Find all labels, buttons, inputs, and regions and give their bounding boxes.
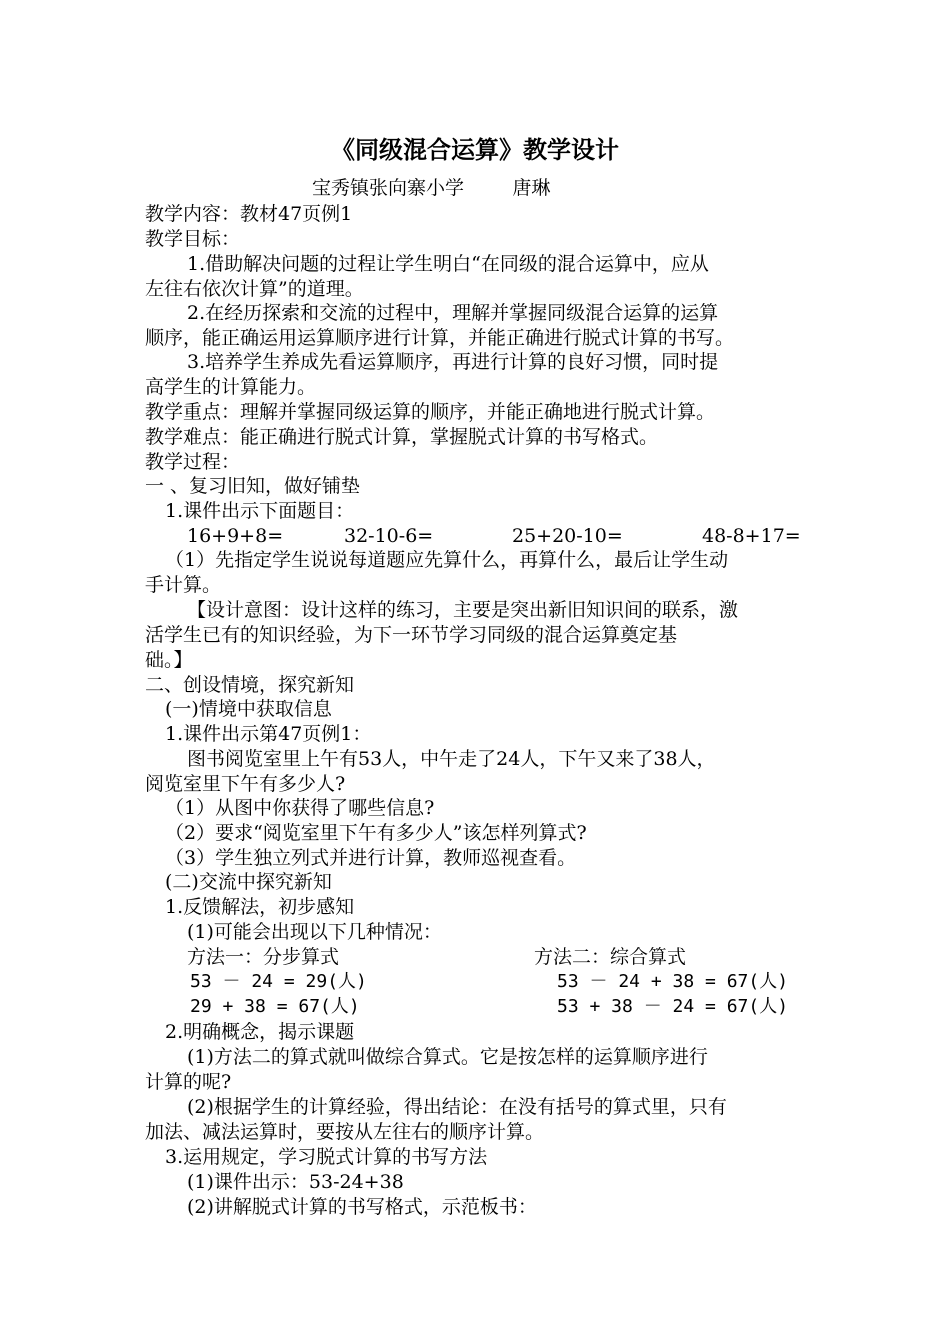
author-line: 宝秀镇张向寨小学 唐琳 <box>312 177 551 199</box>
concept-line-2: 计算的呢? <box>145 1071 232 1093</box>
exercise-2: 32-10-6= <box>344 525 434 547</box>
courseware-show: (1)课件出示：53-24+38 <box>187 1171 404 1193</box>
section-2-sub-2: (二)交流中探究新知 <box>165 871 332 893</box>
section-2-item-3: 2.明确概念，揭示课题 <box>165 1021 355 1043</box>
section-1-heading: 一 、复习旧知，做好铺垫 <box>145 475 361 497</box>
exercise-4: 48-8+17= <box>702 525 801 547</box>
objective-2-line-2: 顺序，能正确运用运算顺序进行计算，并能正确进行脱式计算的书写。 <box>145 327 735 349</box>
difficulty: 教学难点：能正确进行脱式计算，掌握脱式计算的书写格式。 <box>145 426 659 448</box>
design-intent-line-3: 础。】 <box>145 649 193 671</box>
review-note-line-2: 手计算。 <box>145 574 222 596</box>
key-point: 教学重点：理解并掌握同级运算的顺序，并能正确地进行脱式计算。 <box>145 401 716 423</box>
question-3: （3）学生独立列式并进行计算，教师巡视查看。 <box>165 847 577 869</box>
concept-line-4: 加法、减法运算时，要按从左往右的顺序计算。 <box>145 1121 545 1143</box>
concept-line-3: (2)根据学生的计算经验，得出结论：在没有括号的算式里，只有 <box>187 1096 727 1118</box>
section-2-sub-1: (一)情境中获取信息 <box>165 698 332 720</box>
method-2-formula-1: 53 － 24 + 38 = 67(人) <box>557 971 789 992</box>
objective-3-line-1: 3.培养学生养成先看运算顺序，再进行计算的良好习惯，同时提 <box>187 351 719 373</box>
explain-format: (2)讲解脱式计算的书写格式，示范板书： <box>187 1196 537 1218</box>
method-1-step-2: 29 + 38 = 67(人) <box>190 996 360 1017</box>
method-1-label: 方法一：分步算式 <box>187 946 340 968</box>
review-exercises <box>187 524 847 548</box>
process-label: 教学过程： <box>145 451 241 473</box>
situations-intro: (1)可能会出现以下几种情况： <box>187 921 442 943</box>
method-2-label: 方法二：综合算式 <box>534 946 687 968</box>
exercise-1: 16+9+8= <box>187 525 284 547</box>
objective-2-line-1: 2.在经历探索和交流的过程中，理解并掌握同级混合运算的运算 <box>187 302 719 324</box>
section-2-item-2: 1.反馈解法，初步感知 <box>165 896 355 918</box>
exercise-3: 25+20-10= <box>512 525 623 547</box>
method-2-formula-2: 53 + 38 － 24 = 67(人) <box>557 996 789 1017</box>
document-title: 《同级混合运算》教学设计 <box>331 136 619 164</box>
question-1: （1）从图中你获得了哪些信息? <box>165 797 435 819</box>
review-note-line-1: （1）先指定学生说说每道题应先算什么，再算什么，最后让学生动 <box>165 549 729 571</box>
section-2-item-4: 3.运用规定，学习脱式计算的书写方法 <box>165 1146 488 1168</box>
problem-line-1: 图书阅览室里上午有53人，中午走了24人，下午又来了38人， <box>187 748 716 770</box>
question-2: （2）要求“阅览室里下午有多少人”该怎样列算式? <box>165 822 587 844</box>
section-2-item-1: 1.课件出示第47页例1： <box>165 723 372 745</box>
method-1-step-1: 53 － 24 = 29(人) <box>190 971 367 992</box>
concept-line-1: (1)方法二的算式就叫做综合算式。它是按怎样的运算顺序进行 <box>187 1046 708 1068</box>
problem-line-2: 阅览室里下午有多少人? <box>145 773 346 795</box>
objective-3-line-2: 高学生的计算能力。 <box>145 376 317 398</box>
section-1-item-1: 1.课件出示下面题目： <box>165 500 355 522</box>
design-intent-line-2: 活学生已有的知识经验，为下一环节学习同级的混合运算奠定基 <box>145 624 678 646</box>
teaching-content: 教学内容：教材47页例1 <box>145 203 353 225</box>
design-intent-line-1: 【设计意图：设计这样的练习，主要是突出新旧知识间的联系，激 <box>187 599 739 621</box>
objective-1-line-1: 1.借助解决问题的过程让学生明白“在同级的混合运算中，应从 <box>187 253 709 275</box>
objectives-label: 教学目标： <box>145 228 241 250</box>
objective-1-line-2: 左往右依次计算”的道理。 <box>145 278 364 300</box>
section-2-heading: 二、创设情境，探究新知 <box>145 674 355 696</box>
